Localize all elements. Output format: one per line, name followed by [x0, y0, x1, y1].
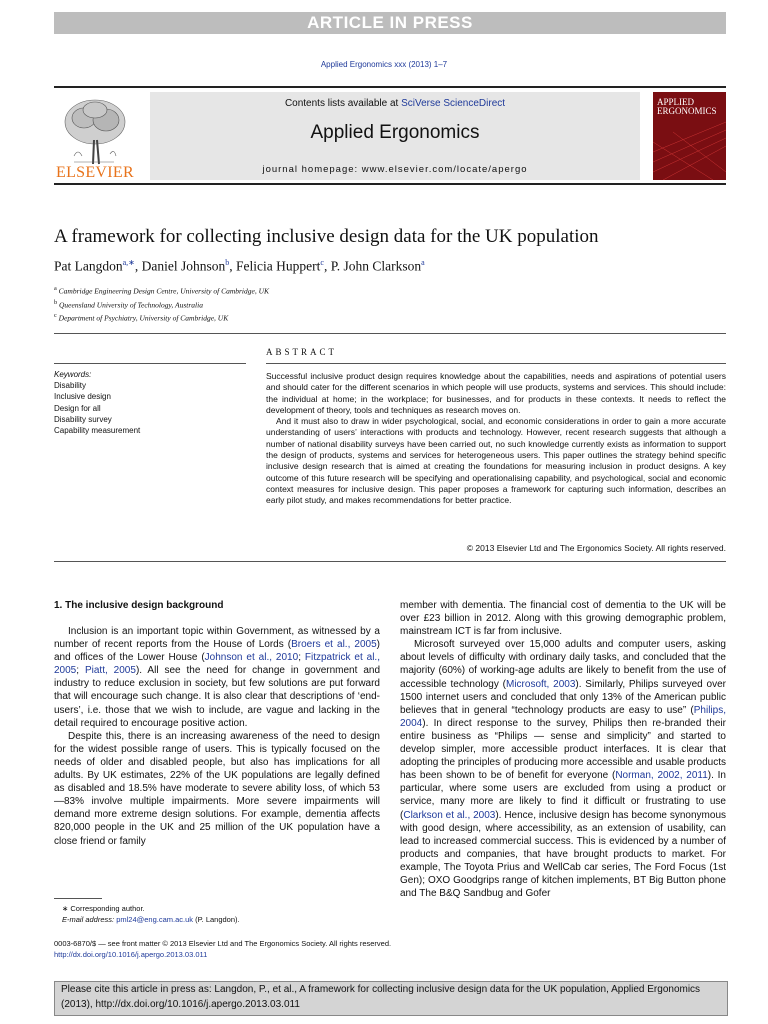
divider — [54, 363, 246, 364]
email-link[interactable]: pml24@eng.cam.ac.uk — [116, 914, 194, 924]
abstract-heading: ABSTRACT — [266, 347, 338, 357]
author-affiliation-mark[interactable]: b — [225, 258, 230, 267]
affiliations — [54, 283, 269, 324]
article-title: A framework for collecting inclusive design data for the UK population — [54, 226, 599, 247]
sciencedirect-link[interactable]: SciVerse ScienceDirect — [401, 98, 506, 109]
divider — [266, 363, 726, 364]
cover-title-line1: APPLIED — [657, 97, 695, 107]
email-label: E-mail address: — [62, 914, 115, 924]
footnote-rule — [54, 898, 102, 899]
citation-link[interactable]: Philips, 2004 — [400, 704, 726, 729]
keyword-item: Inclusive design — [54, 392, 111, 402]
citation-link[interactable]: Broers et al., 2005 — [291, 639, 377, 651]
author-affiliation-mark[interactable]: c — [320, 258, 324, 267]
journal-cover-image — [653, 92, 726, 180]
body-column-right — [400, 599, 726, 900]
article-in-press-banner: ARTICLE IN PRESS — [54, 12, 726, 34]
author-name: Felicia Huppert — [236, 258, 321, 274]
author-name: Daniel Johnson — [141, 258, 226, 274]
body-paragraph: Microsoft surveyed over 15,000 adults and computer users, asking about levels of difficulty with ordinary daily tasks, and concluded that the majority (60%) of working-age adults are likely to benefit from the use of accessible technology (Microsoft, 2003). Similarly, Philips surveyed over 1500 internet users and concluded that only 13% of the American public believes that in general “technology products are easy to use” (Philips, 2004). In direct response to the survey, Philips then re-branded their entire business as “Philips — sense and simplicity” and started to develop simpler, more accessible product interfaces. It is clear that adopting the principles of producing more accessible and usable products has been shown to be of benefit for everyone (Norman, 2002, 2011). In particular, where some users are excluded from using a product or service, many more are likely to find it difficult or frustrating to use (Clarkson et al., 2003). Hence, inclusive design has become synonymous with good design, where accessibility, as an extension of usability, can lead to increased commercial success. This is evidenced by a number of products and companies, that have brought products to market. For example, The Toyota Prius and WellCab car series, The Ford Focus (1st Gen); OXO Goodgrips range of kitchen implements, BT Big Button phone and The B&Q Sandbug and Gofer — [400, 639, 727, 900]
citation-link[interactable]: Clarkson et al., 2003 — [403, 809, 496, 821]
keywords-heading: Keywords: — [54, 370, 92, 379]
journal-info-box — [150, 92, 640, 180]
corresponding-author-footnote — [62, 904, 240, 925]
footnote-mark: ∗ — [62, 904, 69, 913]
footnote-label: Corresponding author. — [70, 904, 145, 913]
cover-title — [657, 98, 717, 116]
keyword-item: Disability — [54, 381, 87, 391]
copyright-notice: © 2013 Elsevier Ltd and The Ergonomics Society. All rights reserved. — [466, 543, 726, 553]
journal-reference-link[interactable]: Applied Ergonomics xxx (2013) 1–7 — [320, 60, 448, 69]
body-paragraph: Inclusion is an important topic within Government, as witnessed by a number of recent reports from the House of Lords (Broers et al., 2005) and offices of the Lower House (Johnson et al., 2010; Fitzpatrick et al., 2005; Piatt, 2005). All see the need for change in government and industry to reduce exclusion in society, but few solutions are put forward that will encourage such change. It is also clear that descriptions of ‘end-users’, i.e. those that we wish to include, are vague and lacking in the detail required to encourage positive action. — [54, 626, 381, 729]
header-rule-bottom — [54, 183, 726, 185]
abstract-paragraph: And it must also to draw in wider psychological, social, and economic considerations in order to gain a more accurate understanding of users’ interactions with products and technology. However, recent research suggests that although a number of national disability surveys have been carried out, no such knowledge currently exists as information to support the design of products, systems and services for heterogeneous users. This paper outlines the strategy behind specific inclusive design research that is aimed at creating the foundations for measuring inclusion in product designs. A key outcome of this future research will be specifying and operationalising capability, and psychological, social and economic context measures for inclusive design. This paper proposes a framework for capturing such information, describes an early pilot study, and makes recommendations for better practice. — [266, 416, 726, 506]
keyword-item: Capability measurement — [54, 426, 141, 436]
section-heading: 1. The inclusive design background — [54, 600, 224, 611]
front-matter — [54, 938, 391, 960]
doi-link[interactable]: http://dx.doi.org/10.1016/j.apergo.2013.03.011 — [54, 950, 208, 959]
abstract-body — [266, 371, 726, 507]
journal-homepage: journal homepage: www.elsevier.com/locate/apergo — [262, 164, 528, 175]
contents-prefix: Contents lists available at — [284, 98, 402, 109]
body-paragraph: member with dementia. The financial cost of dementia to the UK will be over £23 billion in 2012. Along with this growing demographic problem, mainstream ICT is far from inclusive. — [400, 600, 726, 638]
citation-link[interactable]: Fitzpatrick et al., 2005 — [54, 652, 380, 677]
contents-line — [150, 98, 640, 109]
journal-title: Applied Ergonomics — [310, 122, 480, 143]
keyword-item: Design for all — [54, 403, 101, 413]
author-affiliation-mark[interactable]: a — [421, 258, 425, 267]
affiliation-item: $^b$ Queensland University of Technology, Australia — [54, 298, 203, 309]
citation-link[interactable]: Piatt, 2005 — [84, 665, 136, 677]
publisher-name: ELSEVIER — [56, 164, 134, 181]
front-matter-line: 0003-6870/$ — see front matter © 2013 Elsevier Ltd and The Ergonomics Society. All rights reserved. — [54, 939, 392, 948]
author-list: Pat Langdon$^{a,∗}$, Daniel Johnson$^b$, Felicia Huppert$^c$, P. John Clarkson$^a$ — [54, 258, 425, 274]
cover-title-line2: ERGONOMICS — [657, 106, 717, 116]
keyword-item: Disability survey — [54, 414, 112, 424]
journal-header — [54, 86, 726, 182]
author-name: P. John Clarkson — [330, 258, 422, 274]
author-name: Pat Langdon — [54, 258, 123, 274]
author-affiliation-mark[interactable]: a,∗ — [122, 258, 135, 267]
divider — [54, 561, 726, 562]
citation-link[interactable]: Microsoft, 2003 — [506, 678, 576, 690]
citation-link[interactable]: Johnson et al., 2010 — [204, 652, 299, 664]
keywords-block — [54, 369, 246, 436]
divider — [54, 333, 726, 334]
affiliation-item: $^a$ Cambridge Engineering Design Centre, University of Cambridge, UK — [54, 285, 269, 296]
body-column-left — [54, 625, 380, 848]
email-suffix: (P. Langdon). — [193, 914, 240, 924]
body-paragraph: Despite this, there is an increasing awareness of the need to design for the widest possible range of users. This is typically focused on the needs of older and disabled people, but also has implications for all adults. By UK estimates, 22% of the UK populations are legally defined as disabled and 18.5% have moderate to severe ability loss, of which 53—83% involve multiple impairments. More severe impairments will demand more extreme design solutions. For example, dementia affects 820,000 people in the UK and 25 million of the UK population have a close friend or family — [54, 730, 380, 847]
citation-link[interactable]: Norman, 2002, 2011 — [615, 770, 708, 782]
abstract-paragraph: Successful inclusive product design requires knowledge about the capabilities, needs and aspirations of potential users and should cater for the different scenarios in which people will use products, systems and services. This should include: the individual at home; in the workplace; for businesses, and for products in these contexts. It needs to reflect the development of theory, tools and techniques as research moves on. — [266, 371, 726, 415]
citation-notice-box: Please cite this article in press as: Langdon, P., et al., A framework for collecting inclusive design data for the UK population, Applied Ergonomics (2013), http://dx.doi.org/10.1016/j.apergo.2013.03.011 — [54, 981, 728, 1016]
affiliation-item: $^c$ Department of Psychiatry, University of Cambridge, UK — [54, 312, 229, 323]
